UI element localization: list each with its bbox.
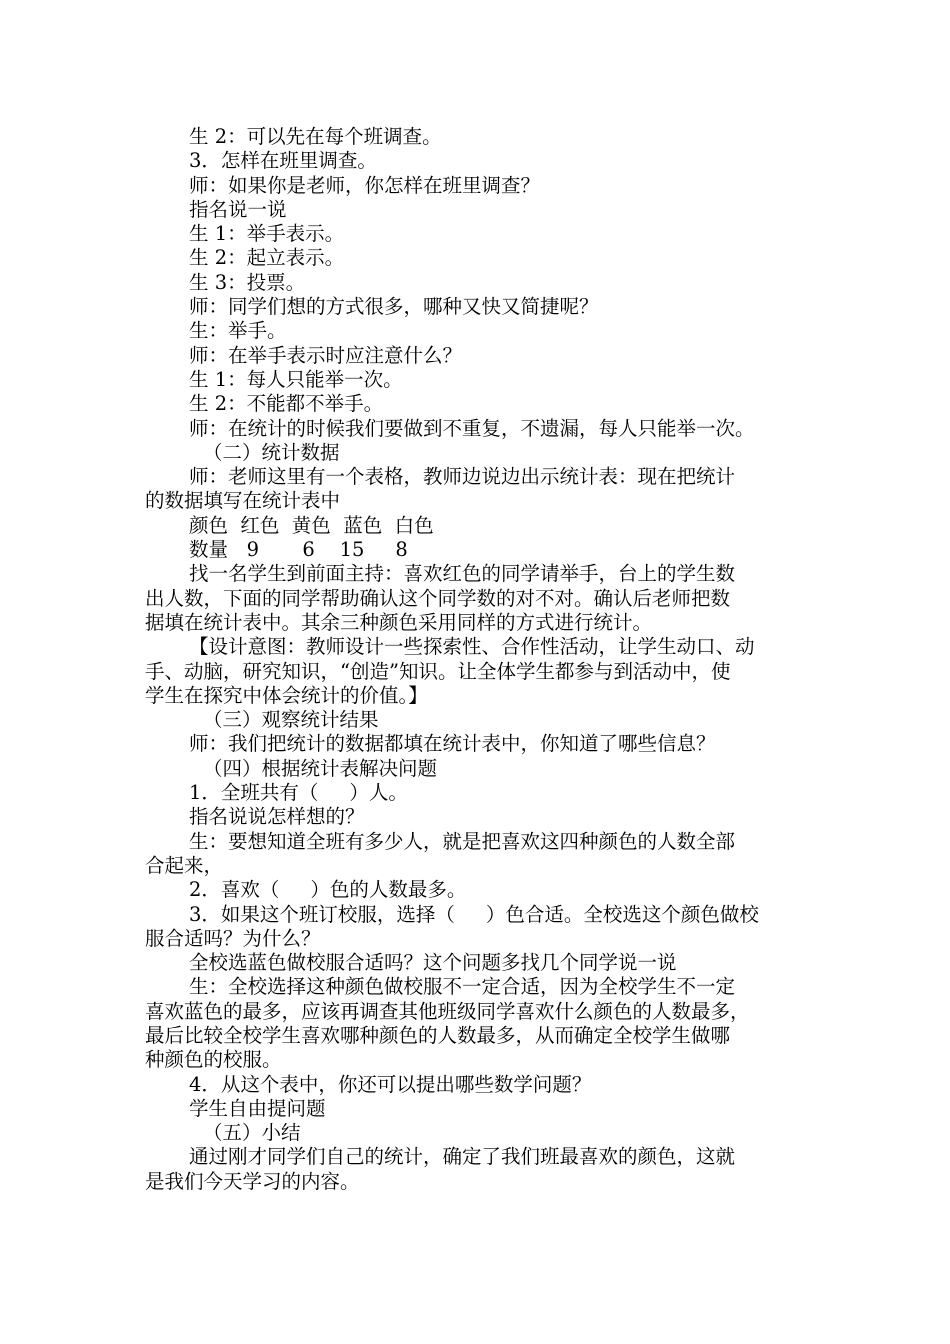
paragraph	[145, 878, 810, 902]
text-line: 师：在举手表示时应注意什么？	[189, 343, 463, 367]
paragraph	[145, 1145, 810, 1194]
paragraph	[145, 975, 810, 1072]
text-line: 3．怎样在班里调查。	[189, 149, 377, 173]
text-line: 生：举手。	[189, 319, 287, 343]
text-line: 2．喜欢（ ）色的人数最多。	[189, 878, 467, 902]
text-line: 生 1：每人只能举一次。	[189, 367, 403, 391]
text-line: （二）统计数据	[203, 440, 340, 464]
text-line: （三）观察统计结果	[203, 708, 379, 732]
text-line: 喜欢蓝色的最多，应该再调查其他班级同学喜欢什么颜色的人数最多，	[145, 999, 750, 1023]
text-line: 指名说一说	[189, 197, 287, 221]
text-line: 【设计意图：教师设计一些探索性、合作性活动，让学生动口、动	[189, 635, 755, 659]
text-line: （四）根据统计表解决问题	[203, 756, 438, 780]
text-line: 合起来，	[145, 853, 224, 877]
paragraph	[145, 271, 810, 295]
paragraph	[145, 830, 810, 879]
text-line: 据填在统计表中。其余三种颜色采用同样的方式进行统计。	[145, 610, 653, 634]
text-line: 指名说说怎样想的？	[189, 805, 365, 829]
paragraph	[145, 805, 810, 829]
paragraph	[145, 198, 810, 222]
text-line: 学生自由提问题	[189, 1096, 326, 1120]
paragraph	[145, 149, 810, 173]
paragraph	[145, 635, 810, 708]
paragraph	[145, 319, 810, 343]
text-line: 手、动脑，研究知识，“创造”知识。让全体学生都参与到活动中，使	[145, 659, 731, 683]
paragraph	[145, 951, 810, 975]
paragraph	[145, 174, 810, 198]
text-line: 通过刚才同学们自己的统计，确定了我们班最喜欢的颜色，这就	[189, 1145, 736, 1169]
paragraph	[145, 757, 810, 781]
paragraph	[145, 514, 810, 538]
text-line: 的数据填写在统计表中	[145, 489, 341, 513]
paragraph	[145, 417, 810, 441]
text-line: 师：如果你是老师，你怎样在班里调查？	[189, 173, 541, 197]
paragraph	[145, 368, 810, 392]
paragraph	[145, 246, 810, 270]
paragraph	[145, 1121, 810, 1145]
paragraph	[145, 708, 810, 732]
paragraph	[145, 465, 810, 514]
text-line: 师：老师这里有一个表格，教师边说边出示统计表：现在把统计	[189, 465, 736, 489]
paragraph	[145, 125, 810, 149]
text-line: 生 2：可以先在每个班调查。	[189, 125, 442, 148]
text-line: 种颜色的校服。	[145, 1048, 282, 1072]
text-line: 找一名学生到前面主持：喜欢红色的同学请举手，台上的学生数	[189, 562, 736, 586]
text-line: 数量 9 6 15 8	[189, 538, 408, 562]
paragraph	[145, 1073, 810, 1097]
text-line: （五）小结	[203, 1121, 301, 1145]
text-line: 4．从这个表中，你还可以提出哪些数学问题？	[189, 1072, 592, 1096]
text-line: 生：要想知道全班有多少人，就是把喜欢这四种颜色的人数全部	[189, 829, 736, 853]
text-line: 是我们今天学习的内容。	[145, 1169, 360, 1193]
text-line: 1．全班共有（ ）人。	[189, 781, 408, 805]
paragraph	[145, 392, 810, 416]
paragraph	[145, 1097, 810, 1121]
text-line: 师：在统计的时候我们要做到不重复，不遗漏，每人只能举一次。	[189, 416, 755, 440]
text-line: 师：我们把统计的数据都填在统计表中，你知道了哪些信息？	[189, 732, 716, 756]
text-line: 生 2：起立表示。	[189, 246, 345, 270]
paragraph	[145, 344, 810, 368]
text-line: 生 3：投票。	[189, 270, 306, 294]
paragraph	[145, 781, 810, 805]
text-line: 3．如果这个班订校服，选择（ ）色合适。全校选这个颜色做校	[189, 902, 759, 926]
text-line: 全校选蓝色做校服合适吗？这个问题多找几个同学说一说	[189, 951, 677, 975]
paragraph	[145, 222, 810, 246]
paragraph	[145, 903, 810, 952]
text-line: 生 2：不能都不举手。	[189, 392, 384, 416]
paragraph	[145, 562, 810, 635]
text-line: 师：同学们想的方式很多，哪种又快又简捷呢？	[189, 295, 599, 319]
text-line: 学生在探究中体会统计的价值。】	[145, 683, 428, 707]
text-line: 服合适吗？为什么？	[145, 926, 321, 950]
paragraph	[145, 295, 810, 319]
text-line: 最后比较全校学生喜欢哪种颜色的人数最多，从而确定全校学生做哪	[145, 1023, 731, 1047]
text-line: 出人数，下面的同学帮助确认这个同学数的对不对。确认后老师把数	[145, 586, 731, 610]
paragraph	[145, 538, 810, 562]
text-line: 颜色 红色 黄色 蓝色 白色	[189, 513, 434, 537]
text-line: 生 1：举手表示。	[189, 222, 345, 246]
document-page	[145, 125, 810, 1194]
text-line: 生：全校选择这种颜色做校服不一定合适，因为全校学生不一定	[189, 975, 736, 999]
paragraph	[145, 441, 810, 465]
paragraph	[145, 732, 810, 756]
